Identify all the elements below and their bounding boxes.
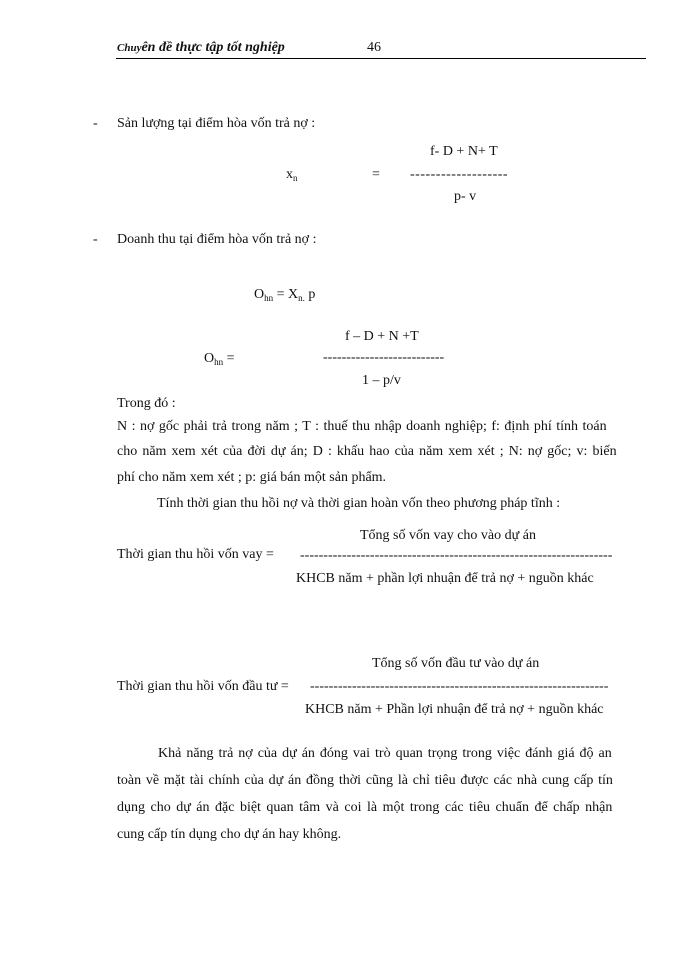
formula2-ohn: $O_{hn} = X_{n.}$ p: [254, 287, 316, 303]
where-line-2: cho năm xem xét của đời dự án; D : khấu hao của năm xem xét ; N: nợ gốc; v: biến: [117, 444, 617, 459]
loan-numerator: Tổng số vốn vay cho vào dự án: [360, 528, 536, 543]
header-title-small: Chuy: [117, 42, 142, 54]
invest-label: Thời gian thu hồi vốn đầu tư =: [117, 679, 289, 694]
formula1-equals: =: [372, 167, 380, 182]
loan-denominator: KHCB năm + phần lợi nhuận để trả nợ + nguồn khác: [296, 571, 594, 586]
header-rule: [116, 58, 646, 59]
formula3-denominator: 1 – p/v: [362, 373, 401, 388]
formula3-lhs: $O_{hn}$ =: [204, 351, 235, 367]
bullet-marker: -: [93, 116, 98, 131]
where-label: Trong đó :: [117, 396, 176, 411]
page-number: 46: [367, 40, 381, 55]
loan-label: Thời gian thu hồi vốn vay =: [117, 547, 274, 562]
where-line-3: phí cho năm xem xét ; p: giá bán một sản phẩm.: [117, 470, 387, 485]
bullet2-text: Doanh thu tại điểm hòa vốn trả nợ :: [117, 232, 317, 247]
bullet1-text: Sản lượng tại điểm hòa vốn trả nợ :: [117, 116, 316, 131]
loan-fraction-line: -------------------------------------------------------------------: [300, 548, 613, 563]
header-title: [117, 40, 285, 56]
invest-fraction-line: ----------------------------------------------------------------: [310, 679, 609, 694]
closing-line-2: toàn về mặt tài chính của dự án đồng thời cũng là chỉ tiêu được các nhà cung cấp tín: [117, 773, 613, 788]
formula3-fraction-line: --------------------------: [323, 350, 445, 365]
formula3-numerator: f – D + N +T: [345, 329, 419, 344]
closing-line-1: Khả năng trả nợ của dự án đóng vai trò quan trọng trong việc đánh giá độ an: [158, 746, 612, 761]
formula1-lhs: $x_n$: [286, 167, 298, 183]
closing-line-4: cung cấp tín dụng cho dự án hay không.: [117, 827, 342, 842]
formula1-denominator: p- v: [454, 189, 477, 204]
where-line-1: N : nợ gốc phải trả trong năm ; T : thuế thu nhập doanh nghiệp; f: định phí tính toán: [117, 419, 607, 434]
static-method-text: Tính thời gian thu hồi nợ và thời gian hoàn vốn theo phương pháp tĩnh :: [157, 496, 561, 511]
closing-line-3: dụng cho dự án đặc biệt quan tâm và coi là một trong các tiêu chuẩn để chấp nhận: [117, 800, 613, 815]
formula1-fraction-line: -------------------: [410, 167, 509, 182]
invest-denominator: KHCB năm + Phần lợi nhuận để trả nợ + nguồn khác: [305, 702, 604, 717]
header-title-main: ên đề thực tập tốt nghiệp: [141, 40, 285, 55]
invest-numerator: Tổng số vốn đầu tư vào dự án: [372, 656, 540, 671]
bullet-marker: -: [93, 232, 98, 247]
formula1-numerator: f- D + N+ T: [430, 144, 498, 159]
